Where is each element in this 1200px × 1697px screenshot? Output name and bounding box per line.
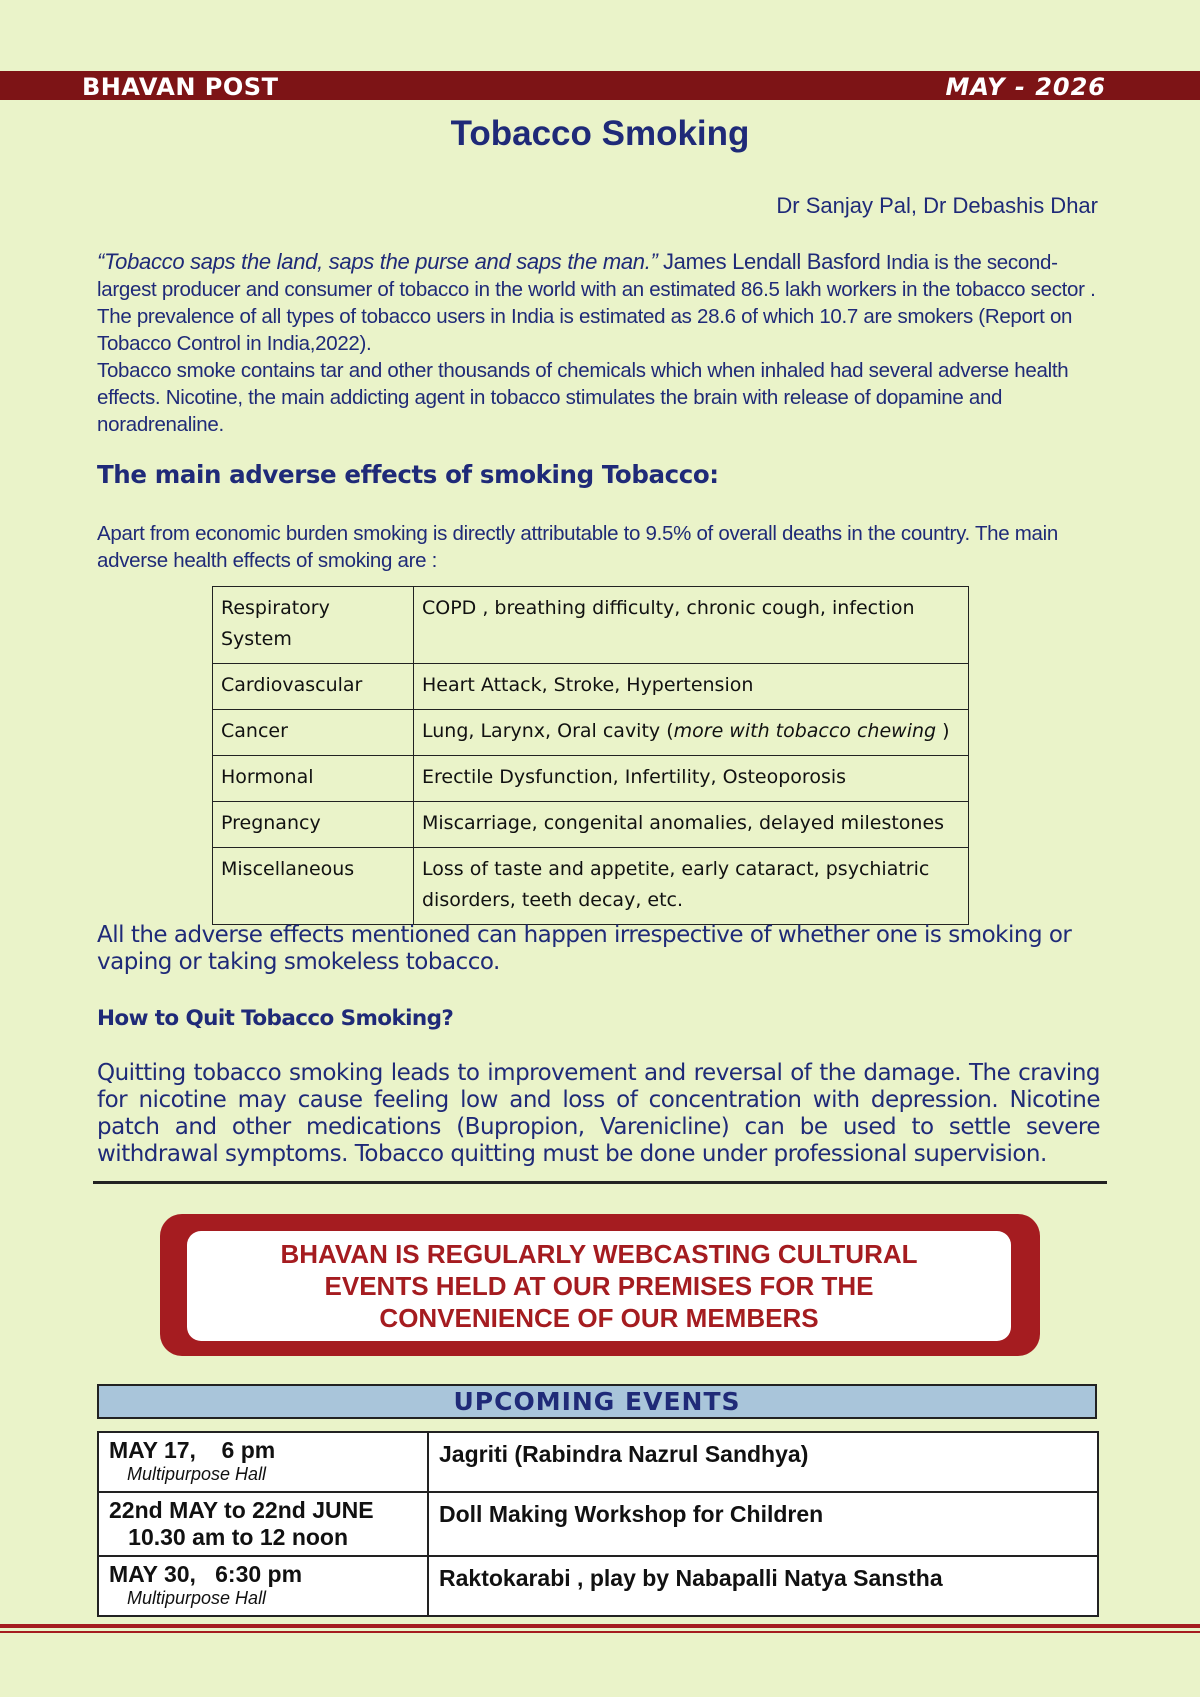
event-when bbox=[98, 1492, 428, 1556]
system-cell: Pregnancy bbox=[213, 802, 414, 848]
event-row bbox=[98, 1556, 1098, 1616]
effects-cell: Miscarriage, congenital anomalies, delayed milestones bbox=[414, 802, 969, 848]
quote-author: James Lendall Basford bbox=[662, 249, 881, 274]
article-intro bbox=[97, 248, 1098, 438]
effects-cell bbox=[414, 710, 969, 756]
effects-cell: Erectile Dysfunction, Infertility, Osteoporosis bbox=[414, 756, 969, 802]
system-cell: Respiratory System bbox=[213, 587, 414, 664]
event-date: MAY 30, 6:30 pm bbox=[109, 1561, 303, 1587]
event-title: Raktokarabi , play by Nabapalli Natya Sanstha bbox=[428, 1556, 1098, 1616]
issue-date: MAY - 2026 bbox=[945, 73, 1106, 101]
opening-quote: “Tobacco saps the land, saps the purse and saps the man.” bbox=[97, 249, 658, 274]
effects-cell: Heart Attack, Stroke, Hypertension bbox=[414, 664, 969, 710]
effects-cell: COPD , breathing difficulty, chronic cough, infection bbox=[414, 587, 969, 664]
system-cell: Cardiovascular bbox=[213, 664, 414, 710]
publication-name: BHAVAN POST bbox=[82, 73, 279, 101]
quit-heading: How to Quit Tobacco Smoking? bbox=[97, 1006, 454, 1031]
intro-text-1: India is the second-largest producer and consumer of tobacco in the world with an estimated 86.5 lakh workers in the tobacco sector . The prevalence of all types of tobacco users in India is estimated as 28.6 of which 10.7 are smokers (Report on Tobacco Control in India,2022). bbox=[97, 251, 1096, 355]
event-when bbox=[98, 1556, 428, 1616]
table-row bbox=[213, 848, 969, 925]
intro-paragraph-1 bbox=[97, 248, 1098, 357]
event-row bbox=[98, 1432, 1098, 1492]
section-divider bbox=[93, 1181, 1107, 1184]
event-row bbox=[98, 1492, 1098, 1556]
effects-cell: Loss of taste and appetite, early cataract, psychiatric disorders, teeth decay, etc. bbox=[414, 848, 969, 925]
upcoming-events-heading: UPCOMING EVENTS bbox=[97, 1384, 1097, 1419]
adverse-effects-intro: Apart from economic burden smoking is directly attributable to 9.5% of overall deaths in the country. The main adverse health effects of smoking are : bbox=[97, 522, 1058, 572]
article-title: Tobacco Smoking bbox=[450, 114, 750, 153]
table-row bbox=[213, 802, 969, 848]
table-row bbox=[213, 664, 969, 710]
effects-text-tail: ) bbox=[936, 720, 950, 742]
table-row bbox=[213, 756, 969, 802]
adverse-effects-heading: The main adverse effects of smoking Tobacco: bbox=[97, 460, 719, 489]
footer-rule-thin bbox=[0, 1631, 1200, 1633]
event-venue: Multipurpose Hall bbox=[127, 1464, 267, 1484]
adverse-effects-table bbox=[212, 586, 969, 925]
table-row bbox=[213, 587, 969, 664]
webcast-banner-panel bbox=[187, 1231, 1011, 1341]
system-cell: Hormonal bbox=[213, 756, 414, 802]
table-row bbox=[213, 710, 969, 756]
system-cell: Cancer bbox=[213, 710, 414, 756]
event-title: Jagriti (Rabindra Nazrul Sandhya) bbox=[428, 1432, 1098, 1492]
event-when bbox=[98, 1432, 428, 1492]
event-venue: Multipurpose Hall bbox=[127, 1588, 267, 1608]
intro-paragraph-2: Tobacco smoke contains tar and other thousands of chemicals which when inhaled had several adverse health effects. Nicotine, the main addicting agent in tobacco stimulates the brain with release of dopamine and noradrenaline. bbox=[97, 359, 1069, 436]
effects-text: Lung, Larynx, Oral cavity ( bbox=[422, 720, 674, 742]
webcast-banner-text: BHAVAN IS REGULARLY WEBCASTING CULTURAL EVENTS HELD AT OUR PREMISES FOR THE CONVENIENCE OF OUR MEMBERS bbox=[280, 1239, 918, 1333]
article-authors: Dr Sanjay Pal, Dr Debashis Dhar bbox=[776, 193, 1098, 218]
event-date: 22nd MAY to 22nd JUNE 10.30 am to 12 noon bbox=[109, 1497, 374, 1550]
footer-rule bbox=[0, 1624, 1200, 1628]
event-title: Doll Making Workshop for Children bbox=[428, 1492, 1098, 1556]
effects-note: more with tobacco chewing bbox=[673, 720, 937, 742]
system-cell: Miscellaneous bbox=[213, 848, 414, 925]
quit-paragraph: Quitting tobacco smoking leads to improvement and reversal of the damage. The craving for nicotine may cause feeling low and loss of concentration with depression. Nicotine patch and other medications (Bupropion, Varenicline) can be used to settle severe withdrawal symptoms. Tobacco quitting must be done under professional supervision. bbox=[97, 1060, 1100, 1167]
events-table bbox=[97, 1431, 1099, 1617]
effects-note-paragraph: All the adverse effects mentioned can happen irrespective of whether one is smoking or vaping or taking smokeless tobacco. bbox=[97, 922, 1072, 975]
event-date: MAY 17, 6 pm bbox=[109, 1437, 276, 1463]
